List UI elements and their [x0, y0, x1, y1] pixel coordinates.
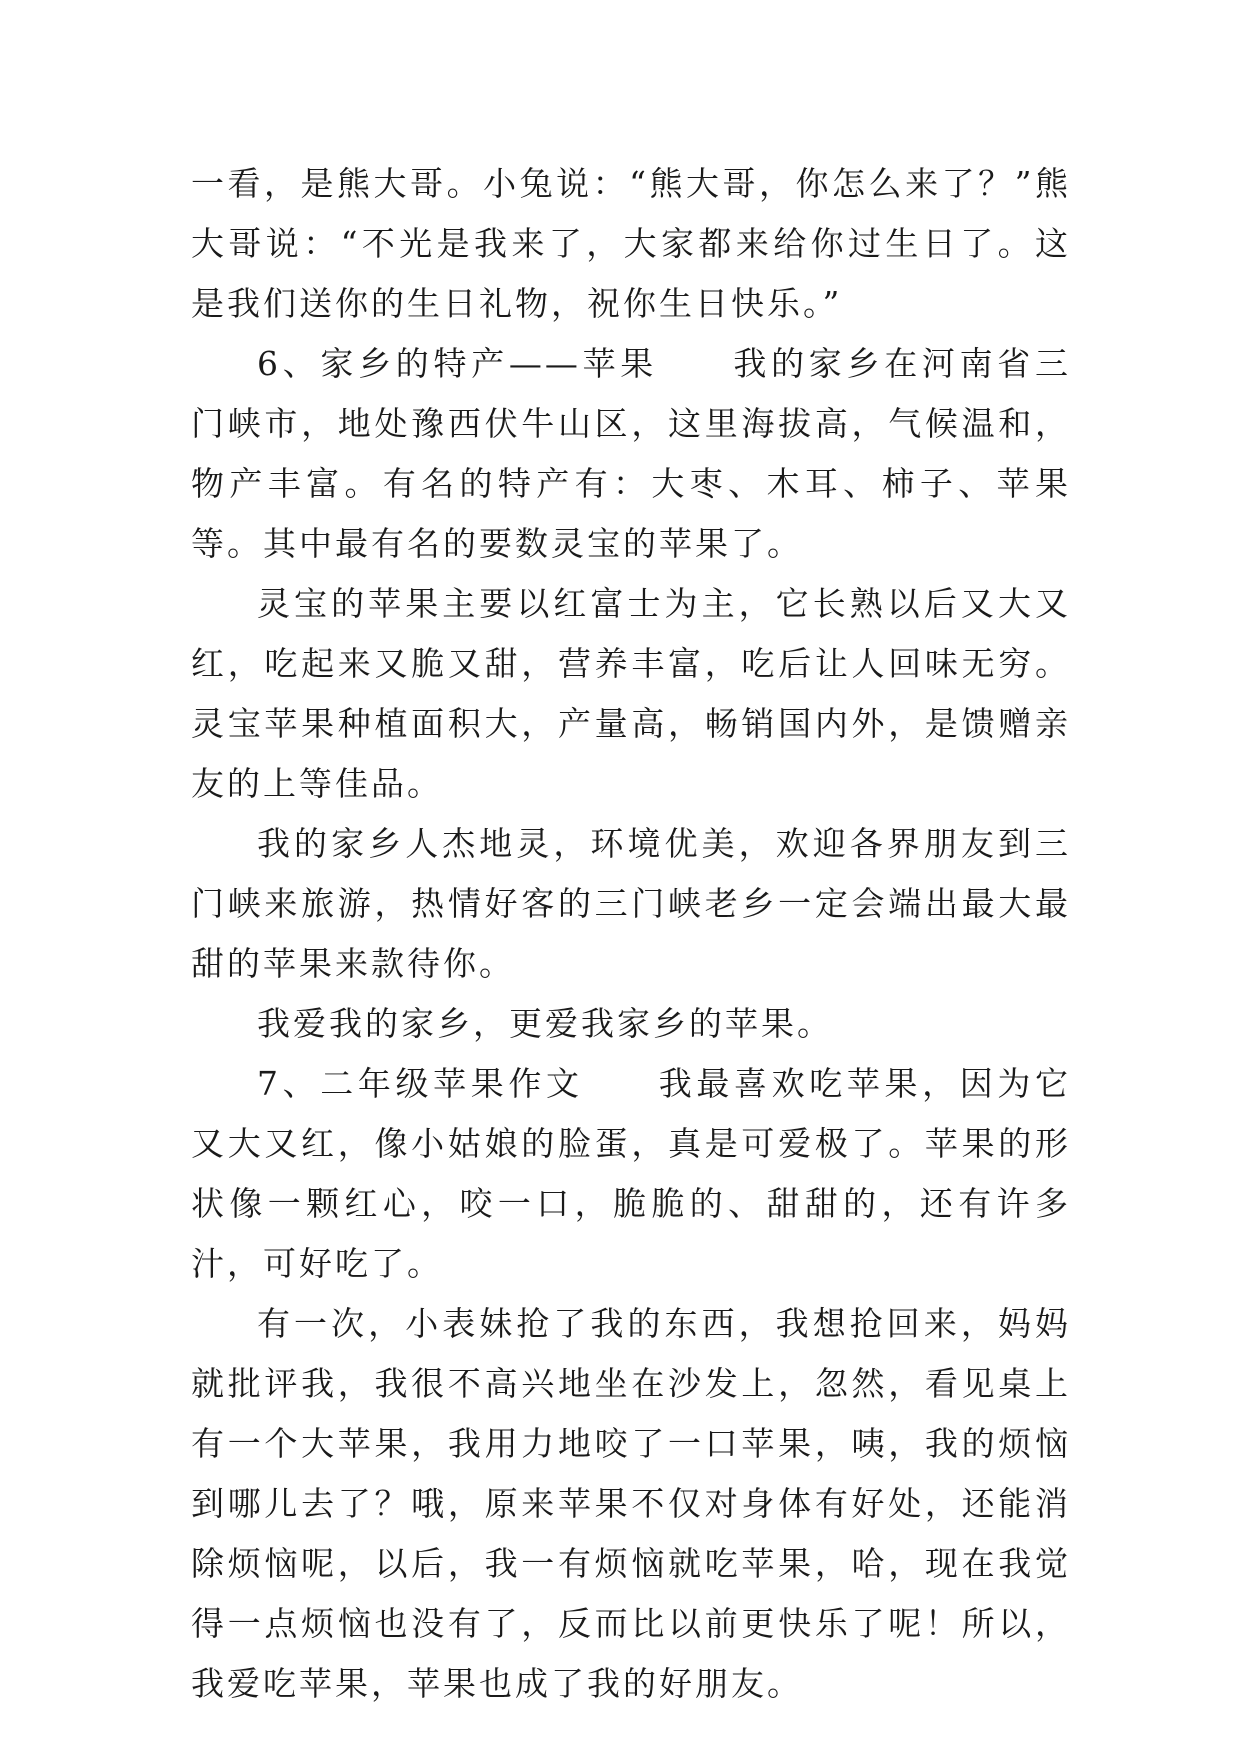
paragraph-section-7-intro: 7、二年级苹果作文 我最喜欢吃苹果，因为它又大又红，像小姑娘的脸蛋，真是可爱极了。苹果的形状像一颗红心，咬一口，脆脆的、甜甜的，还有许多汁，可好吃了。: [191, 1064, 1071, 1283]
paragraph-continuation: 一看，是熊大哥。小兔说：“熊大哥，你怎么来了？”熊大哥说：“不光是我来了，大家都来给你过生日了。这是我们送你的生日礼物，祝你生日快乐。”: [191, 164, 1071, 323]
paragraph-section-7-story: 有一次，小表妹抢了我的东西，我想抢回来，妈妈就批评我，我很不高兴地坐在沙发上，忽然，看见桌上有一个大苹果，我用力地咬了一口苹果，咦，我的烦恼到哪儿去了？哦，原来苹果不仅对身体有好处，还能消除烦恼呢，以后，我一有烦恼就吃苹果，哈，现在我觉得一点烦恼也没有了，反而比以前更快乐了呢！所以，我爱吃苹果，苹果也成了我的好朋友。: [191, 1304, 1071, 1703]
paragraph-section-6-intro: 6、家乡的特产——苹果 我的家乡在河南省三门峡市，地处豫西伏牛山区，这里海拔高，气候温和，物产丰富。有名的特产有：大枣、木耳、柿子、苹果等。其中最有名的要数灵宝的苹果了。: [191, 344, 1071, 563]
paragraph-section-6-invite: 我的家乡人杰地灵，环境优美，欢迎各界朋友到三门峡来旅游，热情好客的三门峡老乡一定会端出最大最甜的苹果来款待你。: [191, 824, 1071, 983]
paragraph-section-6-closing: 我爱我的家乡，更爱我家乡的苹果。: [257, 1004, 833, 1043]
paragraph-section-6-lingbao: 灵宝的苹果主要以红富士为主，它长熟以后又大又红，吃起来又脆又甜，营养丰富，吃后让人回味无穷。灵宝苹果种植面积大，产量高，畅销国内外，是馈赠亲友的上等佳品。: [191, 584, 1071, 803]
document-body: [191, 154, 1071, 1714]
